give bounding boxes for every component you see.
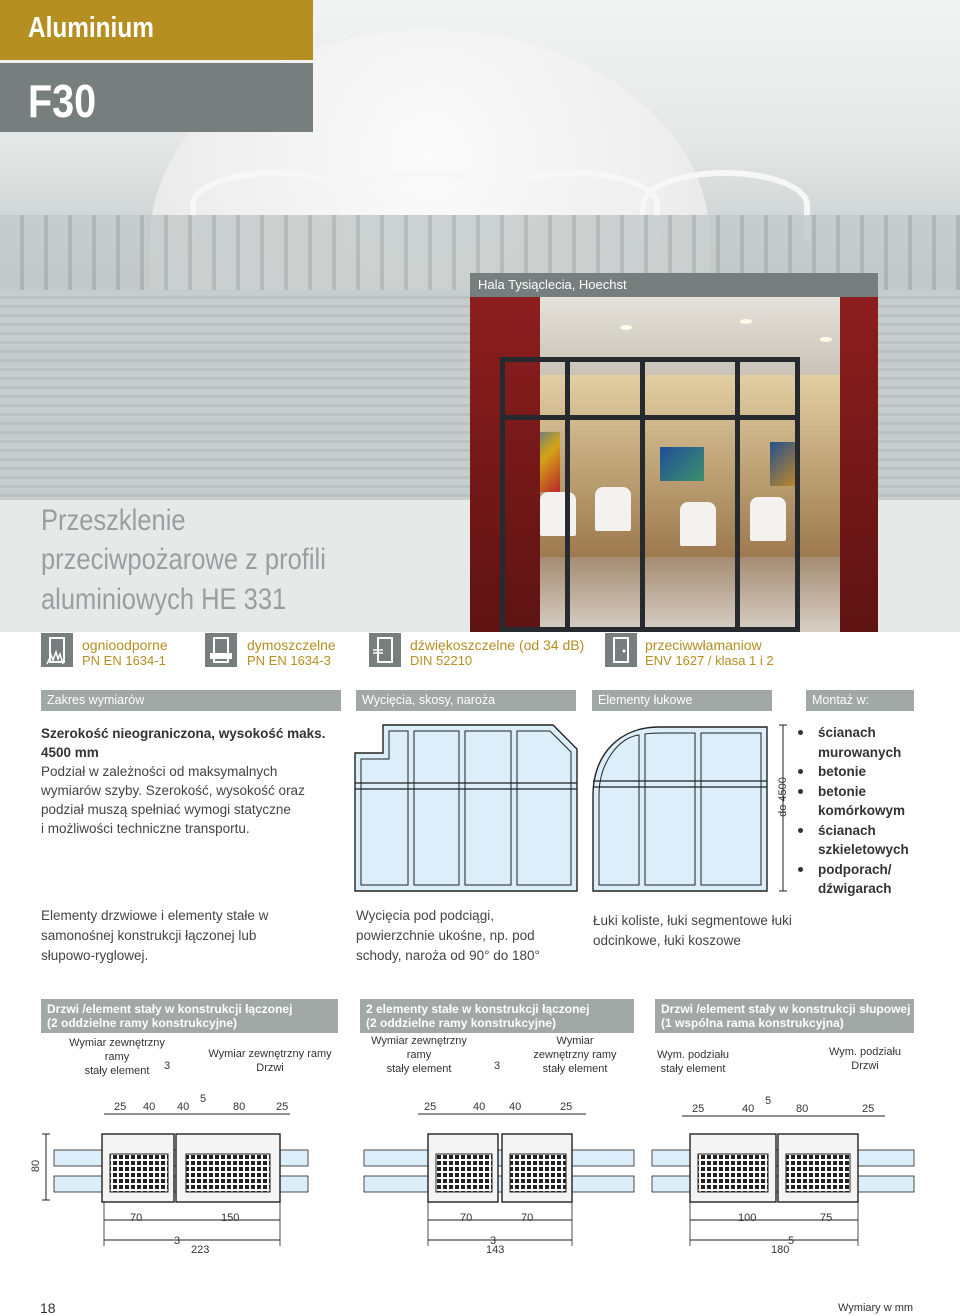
dim-label: Wymiar zewnętrzny	[69, 1037, 165, 1049]
dim-value: 80	[796, 1103, 809, 1115]
section-header-montaz	[806, 690, 914, 711]
dim-value: 70	[130, 1212, 143, 1224]
section-header-lukowe	[592, 690, 772, 711]
mounting-item-text: murowanych	[818, 744, 902, 760]
brand-label: Aluminium	[28, 12, 154, 44]
feature-norm: ENV 1627 / klasa 1 i 2	[645, 653, 774, 668]
dim-value: 223	[191, 1244, 210, 1256]
page-title-line-3: aluminiowych HE 331	[41, 583, 287, 616]
wyciecia-text-3: schody, naroża od 90° do 180°	[356, 948, 540, 963]
ceiling-light	[820, 337, 832, 342]
arched-window-drawing	[591, 723, 771, 893]
page-title-line-1: Przeszklenie	[41, 504, 186, 537]
cutout-window-drawing	[353, 723, 581, 893]
dim-label: ramy	[104, 1051, 130, 1063]
mounting-list	[792, 723, 932, 899]
zakres-bold-1: Szerokość nieograniczona, wysokość maks.	[41, 726, 326, 741]
drawing-header-3	[655, 999, 914, 1033]
dim-value: 40	[143, 1101, 156, 1113]
dim-label: 3	[493, 1060, 501, 1072]
product-code: F30	[28, 75, 97, 127]
sound-door-icon	[369, 633, 401, 667]
dim-label: stały element	[542, 1063, 608, 1075]
mounting-item-text: podporach/	[818, 861, 892, 877]
door-transom	[500, 415, 800, 420]
dim-value: 40	[509, 1101, 522, 1113]
zakres-text-4: i możliwości techniczne transportu.	[41, 821, 250, 836]
feature-norm: PN EN 1634-1	[82, 653, 166, 668]
mounting-item	[792, 782, 932, 821]
dim-value: 40	[177, 1101, 190, 1113]
mounting-item-text: ścianach	[818, 822, 876, 838]
burglary-door-icon	[605, 633, 637, 667]
page-title-line-2: przeciwpożarowe z profili	[41, 543, 326, 576]
dim-value: 5	[788, 1235, 795, 1247]
page-number: 18	[40, 1300, 56, 1316]
feature-norm: PN EN 1634-3	[247, 653, 331, 668]
dim-label: stały element	[386, 1063, 452, 1075]
section-title: Wycięcia, skosy, naroża	[362, 693, 496, 707]
zakres-text-1: Podział w zależności od maksymalnych	[41, 764, 278, 779]
dim-label: Wymiar zewnętrzny ramy	[208, 1048, 332, 1060]
lukowe-text-2: odcinkowe, łuki koszowe	[593, 933, 741, 948]
feature-label: ognioodporne	[82, 637, 168, 653]
feature-label: dymoszczelne	[247, 637, 336, 653]
mounting-item-text: betonie	[818, 764, 867, 779]
dim-value: 25	[114, 1101, 127, 1113]
drawing-header-line: (2 oddzielne ramy konstrukcyjne)	[366, 1016, 557, 1030]
ceiling-light	[740, 319, 752, 324]
feature-label: dźwiękoszczelne (od 34 dB)	[410, 637, 585, 653]
dim-label: Wym. podziału	[656, 1049, 730, 1061]
red-wall	[840, 297, 878, 632]
dim-value: 25	[276, 1101, 289, 1113]
wyciecia-text-2: powierzchnie ukośne, np. pod	[356, 928, 535, 943]
dim-value: 3	[174, 1235, 181, 1247]
dim-value: 75	[820, 1212, 833, 1224]
dim-value: 70	[521, 1212, 534, 1224]
drawing-header-line: (1 wspólna rama konstrukcyjna)	[661, 1016, 844, 1030]
dim-value: 80	[30, 1159, 43, 1173]
dim-value: 80	[233, 1101, 246, 1113]
dim-label: Drzwi	[256, 1062, 284, 1074]
mounting-item	[792, 723, 932, 762]
smoke-door-icon	[205, 633, 237, 667]
mounting-item-text: ścianach	[818, 725, 876, 740]
dim-value: 143	[486, 1244, 505, 1256]
wyciecia-text-1: Wycięcia pod podciągi,	[356, 908, 494, 923]
zakres-bottom-3: słupowo-ryglowej.	[41, 948, 149, 963]
dim-label: 3	[163, 1060, 171, 1072]
door-mullion	[640, 357, 645, 632]
ceiling-light	[620, 325, 632, 330]
drawing-header-2	[360, 999, 634, 1033]
height-label: do 4500	[777, 777, 789, 817]
section-title: Zakres wymiarów	[47, 693, 145, 707]
dim-value: 40	[473, 1101, 486, 1113]
door-mullion	[565, 357, 570, 632]
section-title: Montaż w:	[812, 693, 869, 707]
lukowe-text-1: Łuki koliste, łuki segmentowe łuki	[593, 913, 792, 928]
zakres-bottom-2: samonośnej konstrukcji łączonej lub	[41, 928, 257, 943]
dim-value: 25	[862, 1103, 875, 1115]
dim-value: 150	[221, 1212, 240, 1224]
units-note: Wymiary w mm	[838, 1302, 914, 1314]
mounting-item-text: dźwigarach	[818, 881, 892, 896]
drawing-header-line: 2 elementy stałe w konstrukcji łączonej	[366, 1002, 590, 1016]
mounting-item-text: betonie	[818, 783, 867, 799]
dim-value: 5	[765, 1095, 772, 1107]
dim-label: Wym. podziału	[828, 1046, 902, 1058]
feature-norm: DIN 52210	[410, 653, 473, 668]
dim-value: 25	[424, 1101, 437, 1113]
drawing-header-line: Drzwi /element stały w konstrukcji słupowej	[661, 1002, 911, 1016]
section-header-zakres	[41, 690, 341, 711]
section-header-wyciecia	[356, 690, 576, 711]
door-frame	[500, 357, 800, 632]
door-mullion	[735, 357, 740, 632]
mounting-item	[792, 762, 932, 782]
dim-value: 40	[742, 1103, 755, 1115]
section-title: Elementy łukowe	[598, 693, 693, 707]
zakres-text-2: wymiarów szyby. Szerokość, wysokość oraz	[41, 783, 305, 798]
mounting-item-text: komórkowym	[818, 803, 906, 818]
dim-label: zewnętrzny ramy	[533, 1049, 617, 1061]
zakres-text-3: podział muszą spełniać wymogi statyczne	[41, 802, 291, 817]
dim-label: Wymiar zewnętrzny	[371, 1035, 467, 1047]
feature-label: przeciwwłamaniow	[645, 637, 762, 653]
dim-value: 3	[490, 1235, 497, 1247]
dim-label: Wymiar	[556, 1035, 594, 1047]
interior-photo	[470, 297, 878, 632]
drawing-header-line: Drzwi /element stały w konstrukcji łączonej	[47, 1002, 293, 1016]
zakres-bottom-1: Elementy drzwiowe i elementy stałe w	[41, 908, 269, 923]
mounting-item	[792, 821, 932, 860]
mounting-item-text: szkieletowych	[818, 842, 909, 857]
dim-label: Drzwi	[851, 1060, 879, 1072]
photo-caption: Hala Tysiąclecia, Hoechst	[478, 277, 627, 292]
dim-value: 70	[460, 1212, 473, 1224]
mounting-item	[792, 860, 932, 899]
drawing-header-line: (2 oddzielne ramy konstrukcyjne)	[47, 1016, 238, 1030]
zakres-bold-2: 4500 mm	[41, 745, 99, 760]
dim-value: 25	[692, 1103, 705, 1115]
dim-value: 25	[560, 1101, 573, 1113]
dim-label: ramy	[406, 1049, 432, 1061]
fire-door-icon	[41, 633, 73, 667]
dim-label: stały element	[660, 1063, 726, 1075]
dim-value: 5	[200, 1093, 207, 1105]
drawing-header-1	[41, 999, 338, 1033]
dim-value: 180	[771, 1244, 790, 1256]
dim-label: stały element	[84, 1065, 150, 1077]
dim-value: 100	[738, 1212, 757, 1224]
